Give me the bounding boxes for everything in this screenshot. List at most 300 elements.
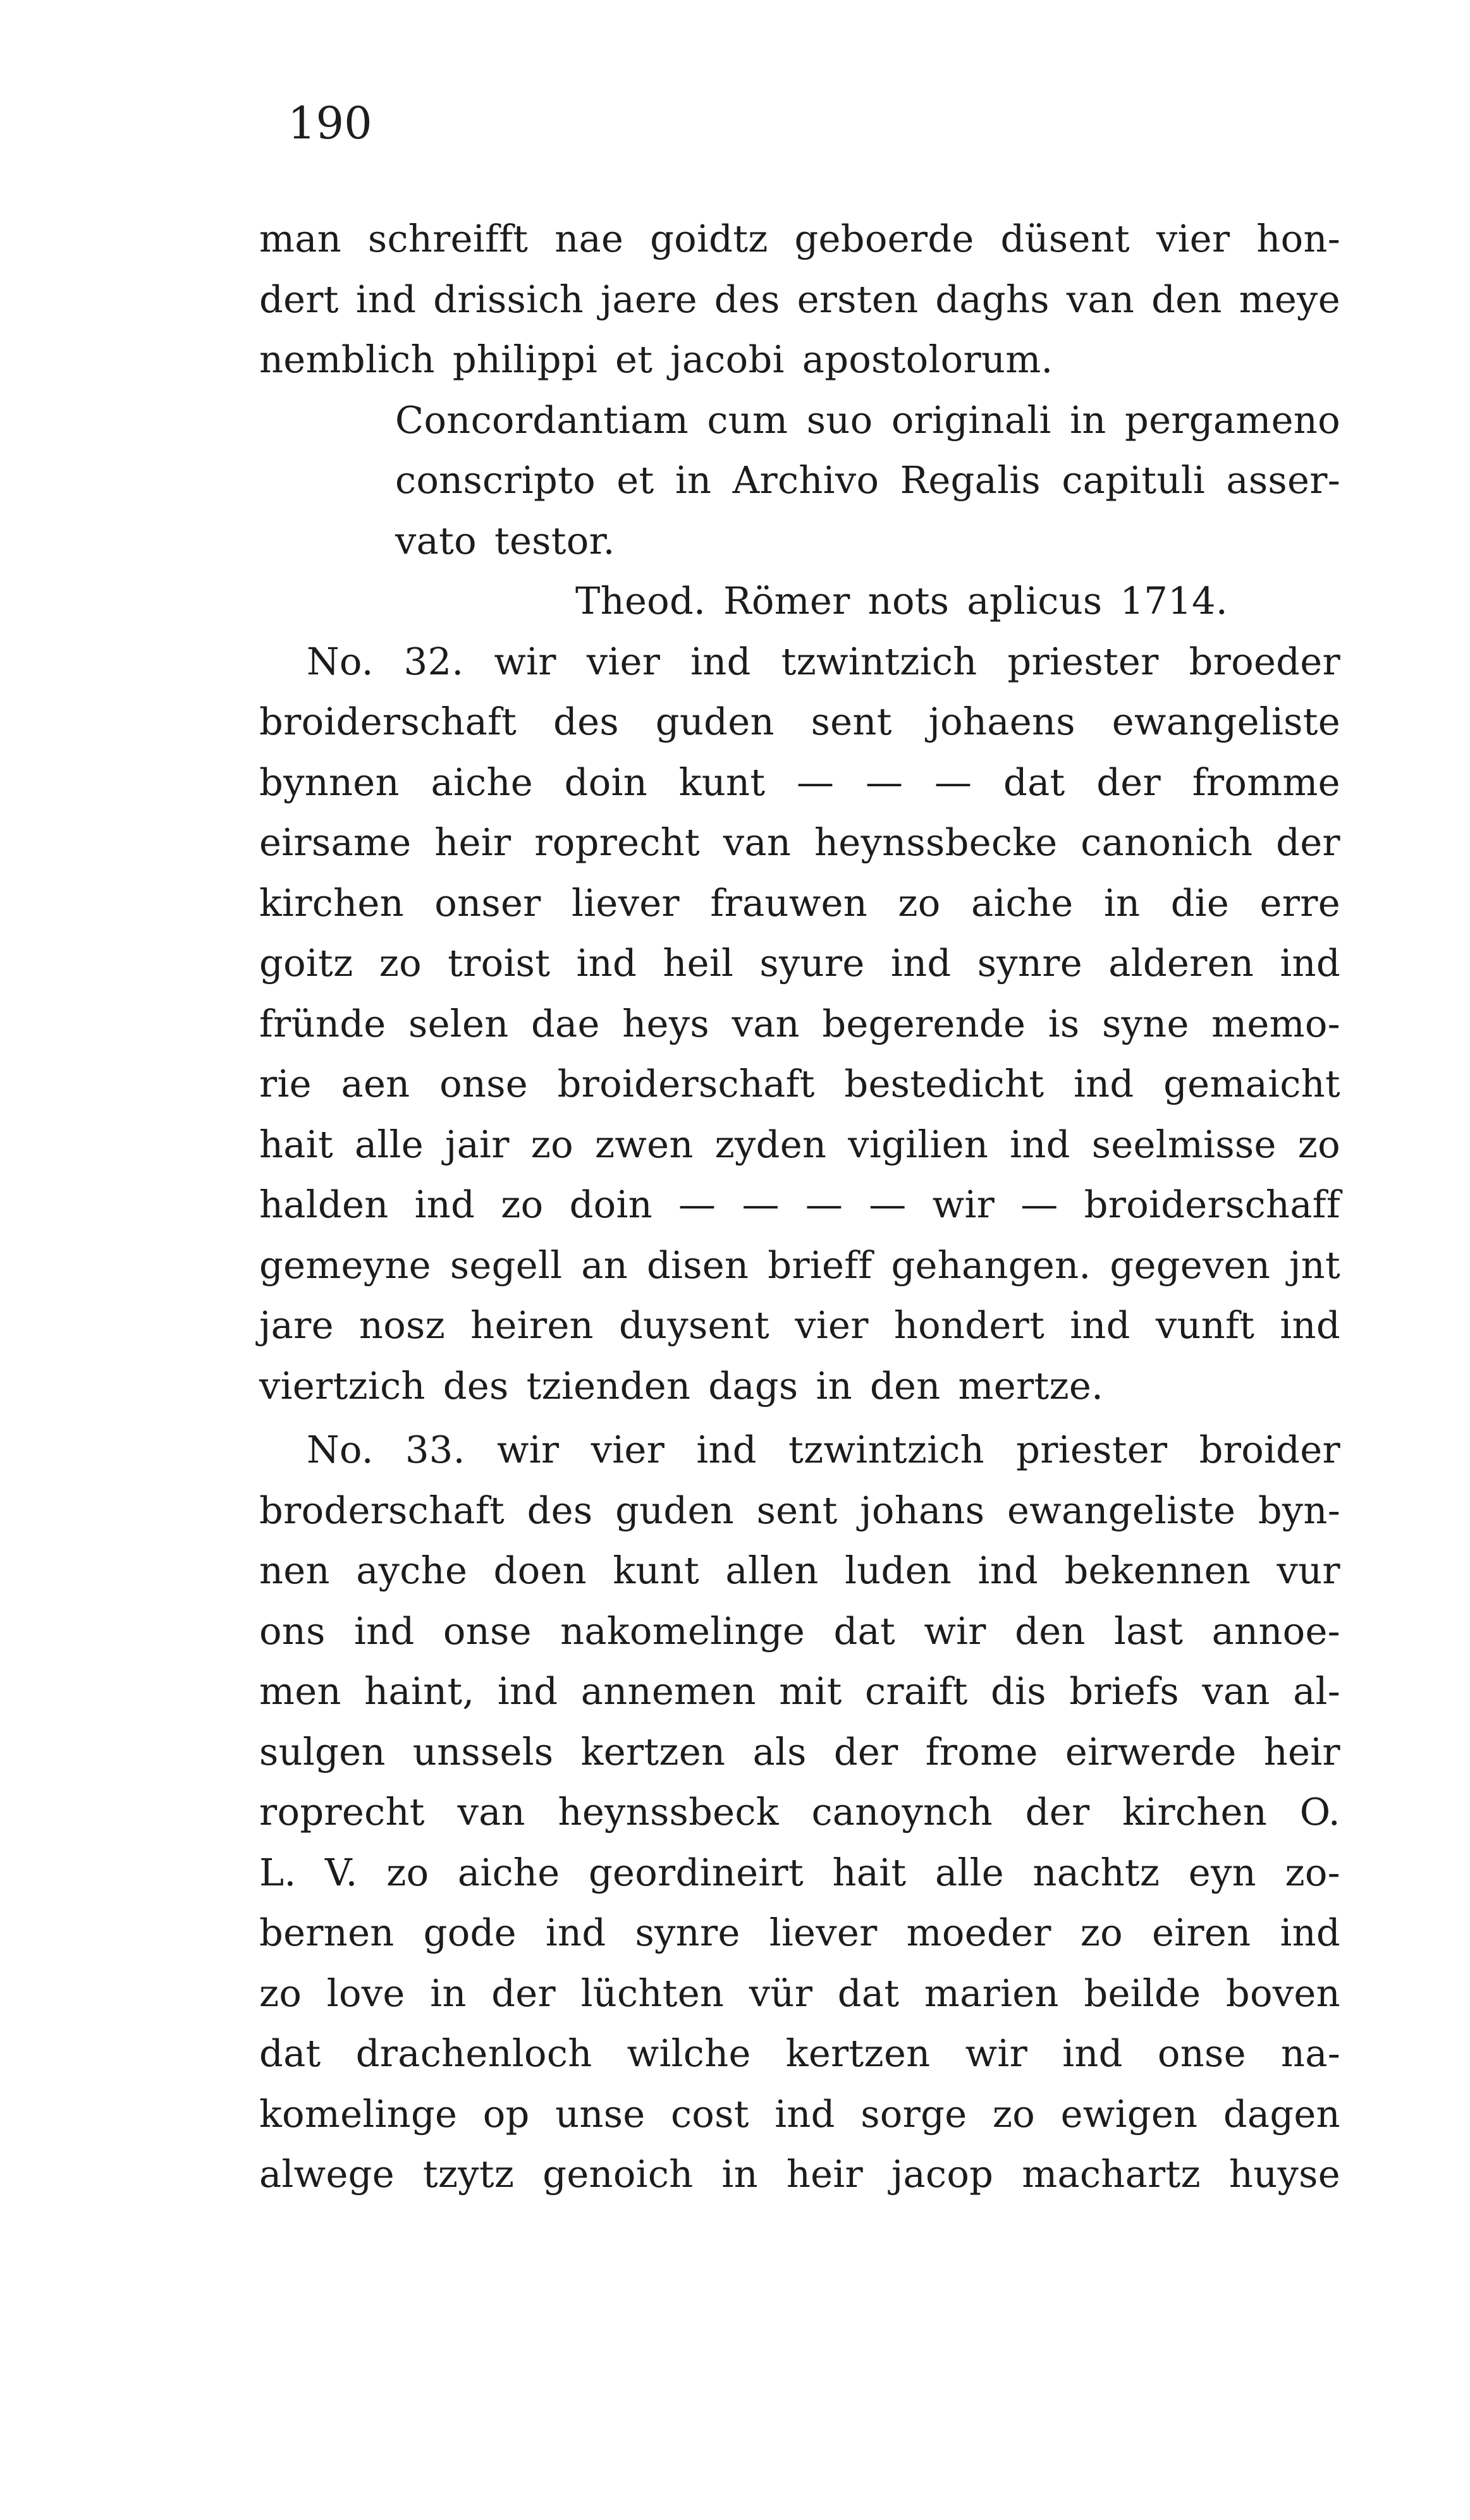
word: in — [721, 2152, 758, 2196]
text-line — [259, 691, 1340, 752]
word: die — [1170, 880, 1230, 925]
word: kertzen — [580, 1729, 726, 1774]
word: mertze. — [958, 1363, 1104, 1408]
word: jare — [259, 1303, 334, 1347]
word: dat — [1003, 760, 1065, 804]
text-line — [395, 511, 1340, 571]
word: ind — [414, 1183, 475, 1226]
word: broider — [1199, 1428, 1340, 1471]
word: canoynch — [811, 1790, 993, 1834]
word: goidtz — [650, 217, 768, 260]
text-line — [259, 1601, 1340, 1662]
word: wilche — [627, 2031, 751, 2075]
word: zyden — [714, 1122, 827, 1166]
word: ind — [1280, 1911, 1340, 1954]
word: sent — [811, 700, 892, 743]
word: eyn — [1188, 1850, 1256, 1894]
word: is — [1048, 1001, 1080, 1045]
word: onse — [439, 1062, 528, 1105]
text-line — [259, 209, 1340, 269]
word: originali — [891, 398, 1051, 442]
word: frauwen — [710, 880, 868, 925]
word: philippi — [452, 338, 597, 381]
word: ind — [1280, 1303, 1340, 1347]
text-line — [259, 1540, 1340, 1601]
word: allen — [725, 1549, 819, 1592]
word: ind — [1062, 2031, 1123, 2075]
word: — — [866, 760, 903, 804]
word: des — [714, 277, 780, 321]
word: syure — [759, 941, 865, 985]
word: zo — [992, 2091, 1036, 2136]
word: — — [805, 1183, 843, 1226]
word: heir — [786, 2152, 864, 2196]
word: vato — [395, 518, 477, 563]
word: fromme — [1192, 760, 1340, 804]
word: goitz — [259, 941, 353, 985]
word: tzwintzich — [788, 1428, 984, 1471]
word: tzytz — [422, 2152, 515, 2196]
word: liever — [572, 880, 680, 925]
word: mit — [779, 1669, 842, 1713]
word: eirsame — [259, 820, 412, 864]
word: disen — [646, 1243, 749, 1287]
word: selen — [408, 1001, 509, 1045]
word: dags — [708, 1363, 799, 1408]
word: machartz — [1022, 2152, 1201, 2196]
word: hait — [832, 1850, 907, 1894]
word: ind — [1010, 1122, 1070, 1166]
word: wir — [496, 1428, 560, 1471]
word: heir — [1263, 1729, 1340, 1774]
word: alwege — [259, 2152, 395, 2196]
word: troist — [448, 941, 551, 985]
word: zwen — [594, 1122, 694, 1166]
word: nots — [867, 579, 950, 623]
word: ind — [576, 941, 637, 985]
word: doin — [564, 760, 648, 804]
word: ind — [1070, 1303, 1130, 1347]
word: eirwerde — [1065, 1729, 1237, 1774]
word: zo- — [1285, 1850, 1340, 1894]
word: annoe- — [1211, 1609, 1340, 1653]
word: zo — [1080, 1911, 1123, 1954]
word: halden — [259, 1183, 389, 1226]
word: vier — [1156, 217, 1230, 260]
word: onse — [443, 1609, 532, 1653]
word: van — [732, 1001, 800, 1045]
word: men — [259, 1669, 341, 1713]
word: nen — [259, 1549, 330, 1592]
word: priester — [1007, 639, 1159, 683]
word: unssels — [412, 1729, 554, 1774]
word: haint, — [364, 1669, 475, 1713]
word: briefs — [1069, 1669, 1179, 1713]
word: heir — [434, 820, 511, 864]
word: bynnen — [259, 760, 400, 804]
word: roprecht — [534, 820, 700, 864]
word: düsent — [1000, 217, 1130, 260]
word: vur — [1277, 1549, 1340, 1592]
word: wir — [965, 2031, 1028, 2075]
word: broiderschaff — [1084, 1183, 1340, 1226]
word: ewigen — [1060, 2091, 1198, 2136]
word: last — [1114, 1609, 1184, 1653]
text-body — [259, 209, 1340, 2205]
word: jaere — [600, 277, 697, 321]
word: byn- — [1258, 1488, 1340, 1532]
word: na- — [1280, 2031, 1340, 2075]
word: ewangeliste — [1007, 1488, 1236, 1532]
word: annemen — [580, 1669, 756, 1713]
word: heil — [663, 941, 734, 985]
word: huyse — [1228, 2152, 1340, 2196]
word: kertzen — [785, 2031, 931, 2075]
word: den — [1151, 277, 1222, 321]
word: den — [1015, 1609, 1086, 1653]
word: Regalis — [900, 458, 1041, 502]
word: der — [491, 1971, 556, 2015]
word: vier — [591, 1428, 665, 1471]
word: daghs — [935, 277, 1050, 321]
word: testor. — [494, 518, 615, 563]
word: marien — [924, 1971, 1059, 2015]
text-line — [259, 1174, 1340, 1235]
word: et — [616, 458, 654, 502]
word: guden — [615, 1488, 735, 1532]
text-line — [259, 269, 1340, 330]
word: — — [869, 1183, 907, 1226]
word: ewangeliste — [1112, 700, 1340, 743]
text-line — [259, 2023, 1340, 2084]
word: gegeven — [1110, 1243, 1271, 1287]
word: der — [1025, 1790, 1090, 1834]
word: geboerde — [794, 217, 974, 260]
word: Theod. — [575, 579, 706, 623]
text-line — [395, 450, 1340, 511]
word: dat — [833, 1609, 896, 1653]
word: conscripto — [395, 458, 596, 502]
word: gehangen. — [891, 1243, 1091, 1287]
word: ind — [775, 2091, 835, 2136]
word: des — [553, 700, 619, 743]
word: viertzich — [259, 1363, 426, 1408]
word: heys — [622, 1001, 709, 1045]
word: No. — [307, 639, 374, 683]
word: moeder — [906, 1911, 1051, 1954]
text-line — [259, 1295, 1340, 1356]
word: johans — [860, 1488, 985, 1532]
word: beilde — [1084, 1971, 1201, 2015]
word: nakomelinge — [560, 1609, 805, 1653]
word: liever — [769, 1911, 878, 1954]
word: ind — [1073, 1062, 1134, 1105]
text-line — [259, 1902, 1340, 1963]
text-line — [259, 994, 1340, 1054]
word: onser — [434, 880, 541, 925]
word: zo — [379, 941, 422, 985]
word: aiche — [457, 1850, 560, 1894]
word: ayche — [356, 1549, 468, 1592]
word: guden — [655, 700, 775, 743]
text-line — [259, 1235, 1340, 1296]
word: sulgen — [259, 1729, 386, 1774]
word: erre — [1259, 880, 1340, 925]
word: ind — [355, 277, 417, 321]
word: alderen — [1108, 941, 1254, 985]
word: ersten — [797, 277, 919, 321]
word: No. — [307, 1428, 374, 1471]
word: synre — [635, 1911, 740, 1954]
word: aiche — [431, 760, 533, 804]
word: dert — [259, 277, 339, 321]
word: dis — [991, 1669, 1046, 1713]
word: komelinge — [259, 2091, 458, 2136]
word: broiderschaft — [557, 1062, 815, 1105]
text-line — [307, 631, 1340, 692]
word: an — [581, 1243, 628, 1287]
word: sorge — [861, 2091, 967, 2136]
word: kirchen — [1122, 1790, 1268, 1834]
text-line — [259, 933, 1340, 994]
word: in — [816, 1363, 852, 1408]
word: begerende — [822, 1001, 1026, 1045]
word: dagen — [1223, 2091, 1340, 2136]
text-line — [259, 1480, 1340, 1541]
word: wir — [924, 1609, 986, 1653]
text-line — [259, 1054, 1340, 1114]
word: gemeyne — [259, 1243, 431, 1287]
word: tzwintzich — [781, 639, 977, 683]
word: ind — [1280, 941, 1340, 985]
word: genoich — [542, 2152, 694, 2196]
word: schreifft — [367, 217, 529, 260]
word: L. — [259, 1850, 297, 1894]
word: priester — [1016, 1428, 1168, 1471]
word: des — [527, 1488, 593, 1532]
word: asser- — [1226, 458, 1340, 502]
word: lüchten — [580, 1971, 725, 2015]
word: — — [797, 760, 835, 804]
word: zo — [386, 1850, 429, 1894]
word: luden — [845, 1549, 952, 1592]
text-line — [259, 2084, 1340, 2145]
word: kirchen — [259, 880, 404, 925]
word: frome — [925, 1729, 1038, 1774]
word: nemblich — [259, 338, 435, 381]
word: drissich — [433, 277, 584, 321]
word: Archivo — [732, 458, 879, 502]
text-line — [259, 812, 1340, 873]
word: hon- — [1256, 217, 1340, 260]
word: dae — [530, 1001, 600, 1045]
word: zo — [1297, 1122, 1340, 1166]
word: nachtz — [1032, 1850, 1160, 1894]
word: hait — [259, 1122, 333, 1166]
word: aplicus — [967, 579, 1103, 623]
text-line — [259, 1661, 1340, 1722]
word: seelmisse — [1091, 1122, 1277, 1166]
word: van — [457, 1790, 525, 1834]
word: 33. — [405, 1428, 465, 1471]
word: in — [1070, 398, 1106, 442]
word: syne — [1101, 1001, 1189, 1045]
text-line — [259, 1963, 1340, 2024]
word: op — [482, 2091, 530, 2136]
word: broderschaft — [259, 1488, 505, 1532]
word: bernen — [259, 1911, 395, 1954]
word: segell — [450, 1243, 563, 1287]
word: gemaicht — [1163, 1062, 1340, 1105]
word: Concordantiam — [395, 398, 689, 442]
word: suo — [806, 398, 873, 442]
word: in — [675, 458, 712, 502]
word: gode — [423, 1911, 517, 1954]
word: sent — [756, 1488, 838, 1532]
word: ind — [696, 1428, 757, 1471]
word: et — [615, 338, 653, 381]
word: memo- — [1211, 1001, 1340, 1045]
page-number: 190 — [288, 97, 372, 149]
word: rie — [259, 1062, 312, 1105]
word: canonich — [1081, 820, 1253, 864]
word: man — [259, 217, 342, 260]
word: — — [678, 1183, 716, 1226]
word: boven — [1225, 1971, 1340, 2015]
word: alle — [934, 1850, 1004, 1894]
word: dat — [259, 2031, 321, 2075]
word: pergameno — [1125, 398, 1340, 442]
word: vür — [749, 1971, 813, 2015]
text-line — [259, 1722, 1340, 1782]
word: apostolorum. — [802, 338, 1053, 381]
word: aen — [341, 1062, 410, 1105]
word: heiren — [470, 1303, 594, 1347]
word: doen — [493, 1549, 587, 1592]
word: love — [326, 1971, 405, 2015]
word: onse — [1157, 2031, 1246, 2075]
text-line — [259, 329, 1340, 390]
word: brieff — [768, 1243, 873, 1287]
word: O. — [1299, 1790, 1340, 1834]
word: van — [723, 820, 792, 864]
word: craift — [865, 1669, 968, 1713]
word: zo — [259, 1971, 302, 2015]
word: als — [752, 1729, 807, 1774]
text-line — [259, 873, 1340, 934]
word: synre — [977, 941, 1082, 985]
word: des — [443, 1363, 509, 1408]
word: zo — [898, 880, 941, 925]
word: nae — [554, 217, 624, 260]
word: der — [833, 1729, 898, 1774]
word: — — [742, 1183, 780, 1226]
word: wir — [932, 1183, 995, 1226]
word: van — [1202, 1669, 1270, 1713]
text-line — [575, 571, 1340, 631]
word: heynssbeck — [558, 1790, 779, 1834]
word: wir — [494, 639, 556, 683]
word: unse — [555, 2091, 646, 2136]
word: den — [869, 1363, 941, 1408]
word: V. — [325, 1850, 358, 1894]
word: al- — [1293, 1669, 1340, 1713]
word: in — [1103, 880, 1141, 925]
word: bestedicht — [844, 1062, 1044, 1105]
word: bekennen — [1064, 1549, 1251, 1592]
word: jnt — [1289, 1243, 1340, 1287]
word: broeder — [1189, 639, 1340, 683]
text-line — [307, 1420, 1340, 1480]
word: heynssbecke — [814, 820, 1058, 864]
text-line — [395, 390, 1340, 451]
word: fründe — [259, 1001, 386, 1045]
word: capituli — [1062, 458, 1206, 502]
word: 1714. — [1120, 579, 1228, 623]
word: vier — [586, 639, 661, 683]
text-line — [259, 1356, 1340, 1416]
word: der — [1276, 820, 1340, 864]
word: nosz — [358, 1303, 446, 1347]
word: cum — [707, 398, 788, 442]
text-line — [259, 752, 1340, 813]
word: vigilien — [848, 1122, 989, 1166]
word: ind — [545, 1911, 606, 1954]
word: Römer — [723, 579, 850, 623]
word: doin — [569, 1183, 652, 1226]
word: ind — [354, 1609, 415, 1653]
word: ind — [497, 1669, 558, 1713]
word: ons — [259, 1609, 326, 1653]
word: jacop — [891, 2152, 994, 2196]
word: hondert — [893, 1303, 1045, 1347]
word: der — [1096, 760, 1161, 804]
word: vier — [795, 1303, 869, 1347]
word: in — [430, 1971, 467, 2015]
word: roprecht — [259, 1790, 425, 1834]
word: zo — [530, 1122, 573, 1166]
word: dat — [837, 1971, 900, 2015]
word: geordineirt — [588, 1850, 804, 1894]
word: kunt — [613, 1549, 699, 1592]
word: tzienden — [526, 1363, 691, 1408]
word: drachenloch — [355, 2031, 592, 2075]
word: ind — [890, 941, 952, 985]
word: van — [1066, 277, 1135, 321]
word: ind — [977, 1549, 1039, 1592]
text-line — [259, 1782, 1340, 1842]
word: johaens — [928, 700, 1075, 743]
word: alle — [354, 1122, 424, 1166]
text-line — [259, 2144, 1340, 2205]
word: jair — [444, 1122, 510, 1166]
word: duysent — [618, 1303, 770, 1347]
text-line — [259, 1842, 1340, 1903]
word: zo — [501, 1183, 544, 1226]
word: jacobi — [670, 338, 785, 381]
word: cost — [670, 2091, 749, 2136]
word: broiderschaft — [259, 700, 517, 743]
word: meye — [1239, 277, 1340, 321]
word: aiche — [971, 880, 1074, 925]
word: ind — [690, 639, 751, 683]
word: 32. — [403, 639, 464, 683]
word: vunft — [1155, 1303, 1255, 1347]
word: kunt — [678, 760, 766, 804]
word: — — [934, 760, 972, 804]
text-line — [259, 1114, 1340, 1175]
word: — — [1020, 1183, 1058, 1226]
